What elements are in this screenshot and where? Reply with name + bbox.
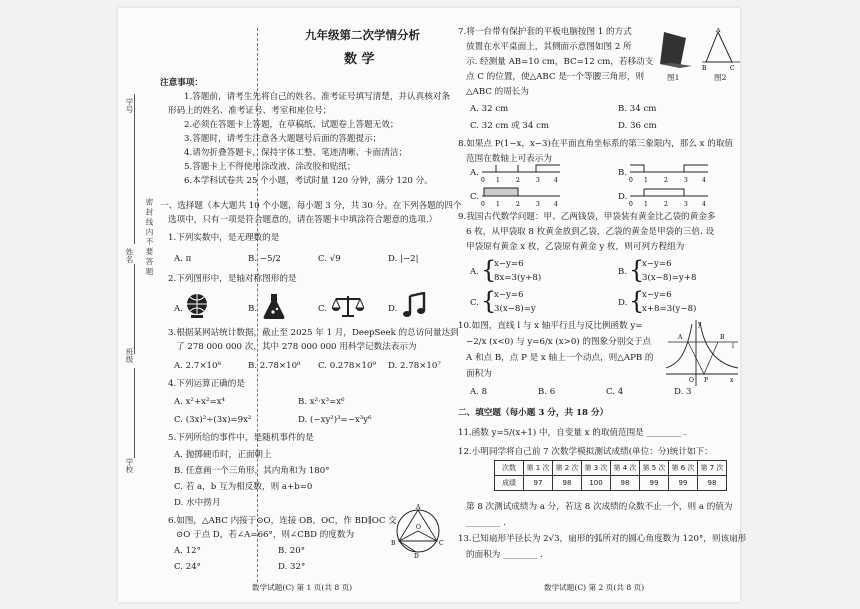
svg-text:O: O [689,377,694,384]
q12-text: ________ . [466,518,506,528]
section1-instructions: 选项中，只有一项是符合题意的，请在答题卡中填涂符合题意的选项.） [168,215,438,225]
tick-label: 2 [516,177,520,184]
q1-option-c: C. √9 [318,254,341,264]
table-cell: 100 [582,476,611,491]
tick-label: 2 [664,201,668,208]
table-cell: 99 [669,476,698,491]
section2-heading: 二、填空题（每小题 3 分，共 18 分） [458,408,609,418]
table-cell: 第 1 次 [524,461,553,476]
notice-line: 3.答题时，请考生注意各大题题号后面的答题提示； [184,134,382,144]
q2-option-d: D. [388,304,398,314]
svg-text:A: A [716,28,721,34]
q10-option-d: D. 3 [674,387,692,397]
svg-text:x: x [730,377,734,384]
brace: { [481,256,497,284]
q11-text: 11.函数 y=5/(x+1) 中，自变量 x 的取值范围是 ________ . [458,428,687,438]
q10-text: 面积为 [466,369,492,379]
margin-exam-no: 学号 [125,98,134,113]
globe-icon [184,292,210,320]
figure1-caption: 图1 [667,73,680,82]
table-cell: 99 [640,476,669,491]
number-line-d [628,185,712,209]
q2-option-c: C. [318,304,328,314]
table-row [495,476,727,491]
tick-label: 3 [536,177,540,184]
q8-text: 8.如果点 P(1−x，x−3)在平面直角坐标系的第三象限内，那么 x 的取值 [458,139,734,149]
table-cell: 98 [611,476,640,491]
svg-text:B: B [391,540,396,547]
tick-label: 0 [481,201,485,208]
q9-option-b-eq1: x−y=6 [642,259,672,269]
svg-text:l: l [732,343,734,350]
q7-option-c: C. 32 cm 或 34 cm [470,121,550,131]
q9-option-b-eq2: 3(x−8)=y+8 [642,273,697,283]
table-cell: 97 [524,476,553,491]
tick-label: 0 [629,201,633,208]
q5-option-a: A. 抛掷硬币时，正面朝上 [174,450,272,460]
q6-option-b: B. 20° [278,546,306,556]
table-cell: 98 [553,476,582,491]
table-cell: 成绩 [495,476,524,491]
q2-option-b: B. [248,304,258,314]
q6-option-c: C. 24° [174,562,201,572]
score-table [494,460,727,491]
brace: { [481,287,497,315]
balance-scale-icon [332,294,364,318]
q5-option-c: C. 若 a，b 互为相反数，则 a+b=0 [174,482,313,492]
notice-heading: 注意事项： [160,78,203,88]
hyperbola-graph [664,318,740,388]
table-cell: 次数 [495,461,524,476]
q3-option-a: A. 2.7×10⁸ [174,361,221,371]
q9-option-c-label: C. [470,298,480,308]
flask-icon [262,292,286,320]
table-cell: 第 2 次 [553,461,582,476]
table-cell: 第 5 次 [640,461,669,476]
table-header-row [495,461,727,476]
q9-option-c-eq1: x−y=6 [494,290,524,300]
tick-label: 1 [496,201,500,208]
triangle-abc-figure [702,28,740,72]
tick-label: 2 [664,177,668,184]
margin-line [134,368,136,458]
q7-text: 示. 经测量 AB=10 cm，BC=12 cm，若移动支 [466,57,654,67]
brace: { [629,287,645,315]
tick-label: 1 [496,177,500,184]
tablet-stand-figure [658,30,694,70]
notice-line: 5.答题卡上不得使用涂改液、涂改胶和贴纸； [184,162,356,172]
svg-text:C: C [439,540,444,547]
svg-text:A: A [416,504,421,511]
q1-option-b: B. −5/2 [248,254,281,264]
q4-option-c: C. (3x)²÷(3x)=9x² [174,415,252,425]
svg-text:P: P [704,377,709,384]
q9-text: 9.我国古代数学问题：甲、乙两钱袋，甲袋装有黄金比乙袋的黄金多 [458,212,716,222]
svg-text:B: B [702,65,707,72]
svg-text:O: O [416,524,421,531]
q7-text: 放置在水平桌面上，其侧面示意图如图 2 所 [466,42,632,52]
margin-class: 班级 [125,348,134,363]
q9-option-d-eq2: x+8=3(y−8) [642,304,697,314]
page2-footer: 数学试题(C) 第 2 页(共 8 页) [544,583,645,592]
svg-text:B: B [720,334,725,341]
tick-label: 2 [516,201,520,208]
q9-option-b-label: B. [618,267,628,277]
tick-label: 3 [536,201,540,208]
tick-label: 1 [644,201,648,208]
q6-text: ⊙O 于点 D，若∠A=66°，则∠CBD 的度数为 [176,530,355,540]
tick-label: 3 [684,177,688,184]
q10-text: A 和点 B，点 P 是 x 轴上一个动点，则△APB 的 [466,353,654,363]
q8-option-b: B. [618,168,628,178]
q9-option-d-eq1: x−y=6 [642,290,672,300]
q1-option-a: A. π [174,254,192,264]
q7-text: 7.将一台带有保护套的平板电脑按图 1 的方式 [458,27,632,37]
q4-option-a: A. x²+x²=x⁴ [174,397,225,407]
table-cell: 第 7 次 [698,461,727,476]
tick-label: 4 [702,177,706,184]
q8-option-c: C. [470,192,480,202]
q1-text: 1.下列实数中，是无理数的是 [168,233,280,243]
q1-option-d: D. |−2| [388,254,419,264]
number-line-c [480,185,564,209]
q10-text: −2/x (x<0) 与 y=6/x (x>0) 的图象分别交于点 [466,337,652,347]
q8-option-a: A. [470,168,479,178]
q6-text: 6.如图，△ABC 内接于⊙O，连接 OB，OC，作 BD∥OC 交 [168,516,397,526]
q3-option-c: C. 0.278×10⁹ [318,361,376,371]
q3-text: 了 278 000 000 次，其中 278 000 000 用科学记数法表示为 [176,342,417,352]
q2-text: 2.下列图形中，是轴对称图形的是 [168,274,297,284]
margin-name: 姓名 [125,248,134,263]
q10-option-a: A. 8 [470,387,488,397]
svg-text:y: y [698,321,702,328]
q12-text: 第 8 次测试成绩为 a 分，若这 8 次成绩的众数不止一个，则 a 的值为 [466,502,733,512]
q4-option-d: D. (−xy²)³=−x³y⁶ [298,415,372,425]
q8-option-d: D. [618,192,628,202]
figure2-caption: 图2 [714,73,727,82]
q4-text: 4.下列运算正确的是 [168,379,245,389]
tick-label: 4 [702,201,706,208]
tick-label: 3 [684,201,688,208]
exam-sheet [118,8,747,602]
q10-text: 10.如图，直线 l 与 x 轴平行且与反比例函数 y= [458,321,643,331]
notice-line: 形码上的姓名、准考证号、考室和座位号； [168,106,332,116]
q7-option-b: B. 34 cm [618,104,657,114]
number-line-a [480,161,564,185]
tick-label: 0 [481,177,485,184]
q3-option-b: B. 2.78×10⁸ [248,361,301,371]
number-line-b [628,161,712,185]
subject-title: 数 学 [344,52,375,67]
tick-label: 0 [629,177,633,184]
q9-text: 甲袋原有黄金 x 枚，乙袋原有黄金 y 枚，则可列方程组为 [466,242,685,252]
svg-text:A: A [678,334,683,341]
tick-label: 4 [554,177,558,184]
q13-text: 的面积为 ________ . [466,550,543,560]
q10-option-c: C. 4 [606,387,624,397]
page1-footer: 数学试题(C) 第 1 页(共 8 页) [252,583,353,592]
tick-label: 4 [554,201,558,208]
brace: { [629,256,645,284]
tick-label: 1 [644,177,648,184]
margin-line [134,94,136,244]
q7-option-a: A. 32 cm [470,104,509,114]
q9-option-a-eq1: x−y=6 [494,259,524,269]
q3-option-d: D. 2.78×10⁷ [388,361,441,371]
notice-line: 1.答题前，请考生先将自己的姓名、准考证号填写清楚，并认真核对条 [184,92,451,102]
table-cell: 第 6 次 [669,461,698,476]
q5-text: 5.下列所给的事件中，是随机事件的是 [168,433,314,443]
q6-option-d: D. 32° [278,562,306,572]
svg-text:C: C [730,65,735,72]
section1-instructions: 一、选择题（本大题共 10 个小题，每小题 3 分，共 30 分。在下列各题的四个 [160,201,462,211]
q2-option-a: A. [174,304,183,314]
circle-triangle-figure [388,504,448,558]
table-cell: 98 [698,476,727,491]
q8-text: 范围在数轴上可表示为 [466,154,552,164]
q5-option-d: D. 水中捞月 [174,498,221,508]
q9-text: 6 枚，从甲袋取 8 枚黄金放到乙袋，乙袋的黄金是甲袋的三倍. 设 [466,227,715,237]
q9-option-a-eq2: 8x=3(y+8) [494,273,542,283]
margin-line [134,264,136,354]
table-cell: 第 4 次 [611,461,640,476]
q9-option-c-eq2: 3(x−8)=y [494,304,536,314]
margin-school: 学校 [125,458,134,473]
q7-text: △ABC 的周长为 [466,87,529,97]
q9-option-d-label: D. [618,298,628,308]
notice-line: 4.请勿折叠答题卡，保持字体工整、笔迹清晰、卡面清洁； [184,148,408,158]
q4-option-b: B. x²·x³=x⁶ [298,397,345,407]
q5-option-b: B. 任意画一个三角形，其内角和为 180° [174,466,330,476]
notice-line: 2.必须在答题卡上答题，在草稿纸、试题卷上答题无效； [184,120,399,130]
q13-text: 13.已知扇形半径长为 2√3，扇形的弧所对的圆心角度数为 120°，则该扇形 [458,534,747,544]
q7-text: 点 C 的位置，使△ABC 是一个等腰三角形，则 [466,72,645,82]
margin-seal-text: 密 封 线 内 不 要 答 题 [145,198,154,275]
notice-line: 6.本学科试卷共 25 个小题，考试时量 120 分钟，满分 120 分。 [184,176,433,186]
q7-option-d: D. 36 cm [618,121,657,131]
table-cell: 第 3 次 [582,461,611,476]
q9-option-a-label: A. [470,267,479,277]
svg-text:D: D [414,553,419,558]
q6-option-a: A. 12° [174,546,201,556]
q3-text: 3.根据某网站统计数据，截止至 2025 年 1 月，DeepSeek 的总访问量达到 [168,328,459,338]
q10-option-b: B. 6 [538,387,556,397]
music-note-icon [402,292,426,320]
exam-title: 九年级第二次学情分析 [305,28,420,42]
q12-text: 12.小明同学将自己前 7 次数学模拟测试成绩(单位：分)统计如下： [458,447,713,457]
